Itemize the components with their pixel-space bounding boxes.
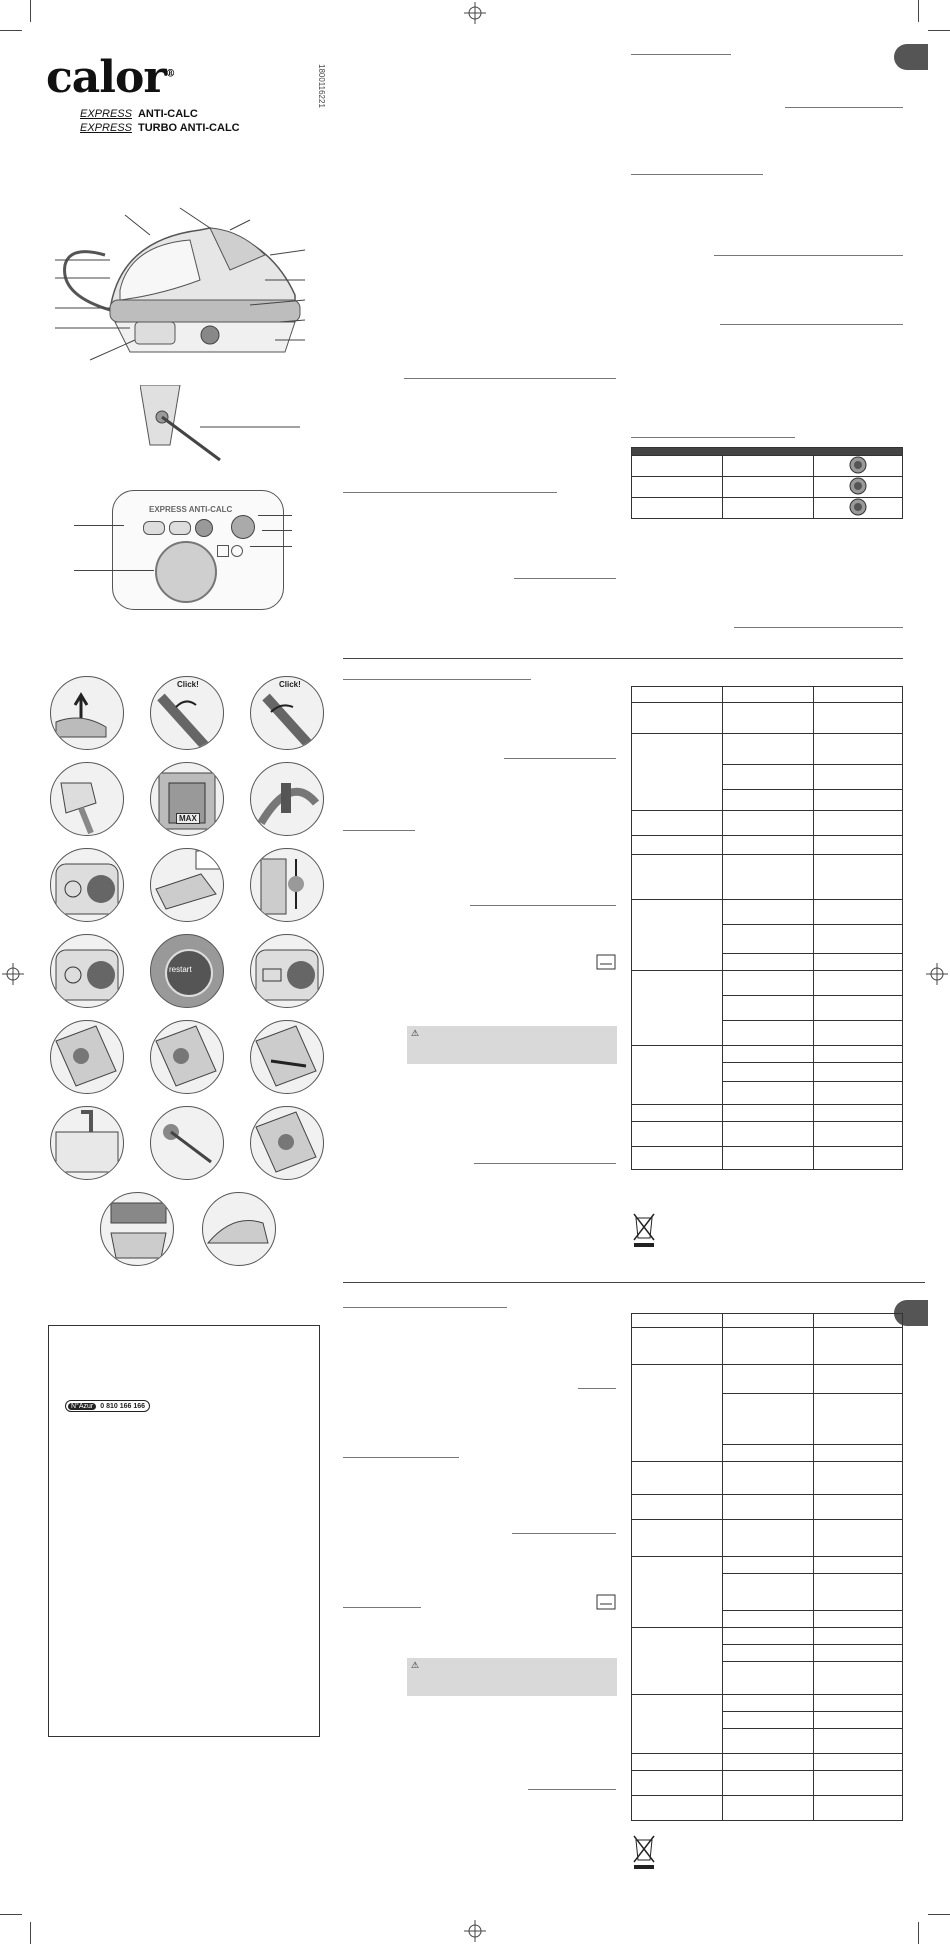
table-row [632,703,903,734]
step-illustration [150,676,224,750]
indicator-light [231,545,243,557]
table-header [632,448,903,456]
table-row [632,456,903,477]
anticalc-button[interactable] [195,519,213,537]
crop-mark [30,1922,31,1944]
table-row [632,836,903,855]
azur-badge [65,1400,150,1412]
step-illustration [50,1106,124,1180]
settings-table [631,447,903,519]
table-row [632,971,903,996]
registration-mark-bottom [464,1920,486,1942]
crop-mark [928,1914,950,1915]
step-illustration [150,848,224,922]
table-row [632,734,903,765]
section-rule [720,324,903,325]
section-rule [785,107,903,108]
azur-badge-label: N°Azur [68,1403,96,1410]
table-row [632,1314,903,1328]
temperature-setting-icon [849,456,867,474]
lock-icon [217,545,229,557]
click-label: Click! [279,680,301,689]
crop-mark [918,0,919,22]
registration-mark-right [926,963,948,985]
temperature-setting-icon [849,477,867,495]
section-rule [343,830,415,831]
step-illustration [100,1192,174,1266]
leader-line [258,515,292,516]
table-row [632,687,903,703]
table-row [632,900,903,925]
power-button[interactable] [231,515,255,539]
leader-line [74,570,154,571]
step-illustration [150,1020,224,1094]
table-row [632,855,903,900]
section-rule [404,378,616,379]
section-rule [514,578,616,579]
crop-mark [0,1914,22,1915]
model-name: TURBO ANTI-CALC [137,122,240,134]
restart-label: restart [169,965,192,974]
table-row [632,1771,903,1796]
control-panel-illustration [112,490,284,610]
table-row [632,1557,903,1574]
step-illustration [250,676,324,750]
indicator-light [169,521,191,535]
section-divider [343,1282,925,1283]
trademark: ® [165,68,175,80]
step-illustration [150,934,224,1008]
section-divider [343,658,903,659]
warning-box [407,1026,617,1064]
section-rule [343,1457,459,1458]
section-rule [343,492,557,493]
click-label: Click! [177,680,199,689]
step-illustration [50,934,124,1008]
control-panel-label-name: ANTI-CALC [188,505,233,514]
table-row [632,498,903,519]
step-illustration [202,1192,276,1266]
step-illustration [250,934,324,1008]
crop-mark [30,0,31,22]
section-rule [512,1533,616,1534]
warning-icon: ⚠ [411,1028,420,1038]
troubleshooting-table [631,686,903,1170]
table-row [632,1147,903,1170]
step-illustration [250,1106,324,1180]
control-panel-label [149,505,232,514]
step-illustration [50,848,124,922]
model-name: ANTI-CALC [137,108,198,120]
table-row [632,1122,903,1147]
crop-mark [928,30,950,31]
section-rule [343,679,531,680]
section-rule [470,905,616,906]
page-tab [894,44,928,70]
table-row [632,1495,903,1520]
warning-box [407,1658,617,1696]
steam-generator-illustration [50,200,310,370]
section-rule [528,1789,616,1790]
step-illustration [50,762,124,836]
step-illustration [150,762,224,836]
section-rule [631,174,763,175]
crop-mark [0,30,22,31]
table-row [632,1105,903,1122]
section-rule [504,758,616,759]
leader-line [250,546,292,547]
max-label: MAX [176,813,200,824]
table-row [632,1695,903,1712]
temperature-dial[interactable] [155,541,217,603]
reference-code: 1800116221 [317,64,326,108]
troubleshooting-table [631,1313,903,1821]
model-prefix: EXPRESS [80,108,132,120]
cable-detail-illustration [140,385,300,465]
crop-mark [918,1922,919,1944]
step-illustration [250,848,324,922]
table-row [632,811,903,836]
anticalc-symbol-icon [596,954,616,970]
table-row [632,1365,903,1394]
table-row [632,1046,903,1063]
table-row [632,1796,903,1821]
table-row [632,1520,903,1557]
step-illustration [50,676,124,750]
table-row [632,1328,903,1365]
weee-bin-icon [632,1212,656,1248]
section-rule [734,627,903,628]
section-rule [714,255,903,256]
step-illustration [50,1020,124,1094]
section-rule [578,1388,616,1389]
temperature-setting-icon [849,498,867,516]
warranty-info-box [48,1325,320,1737]
registration-mark-top [464,2,486,24]
control-panel-label-prefix: EXPRESS [149,505,187,514]
table-row [632,1628,903,1645]
brand-logo-text: calor [46,52,166,103]
step-illustration [150,1106,224,1180]
brand-logo [46,52,175,103]
step-illustration [250,1020,324,1094]
leader-line [74,525,124,526]
section-rule [343,1307,507,1308]
azur-badge-number: 0 810 166 166 [100,1402,146,1410]
weee-bin-icon [632,1834,656,1870]
model-prefix: EXPRESS [80,122,132,134]
section-rule [631,54,731,55]
anticalc-symbol-icon [596,1594,616,1610]
table-row [632,477,903,498]
section-rule [631,437,795,438]
warning-icon: ⚠ [411,1660,420,1670]
section-rule [474,1163,616,1164]
table-row [632,1462,903,1495]
model-line-1 [80,108,198,120]
leader-line [262,530,292,531]
model-line-2 [80,122,240,134]
registration-mark-left [2,963,24,985]
indicator-light [143,521,165,535]
section-rule [343,1607,421,1608]
step-illustration [250,762,324,836]
table-row [632,1754,903,1771]
